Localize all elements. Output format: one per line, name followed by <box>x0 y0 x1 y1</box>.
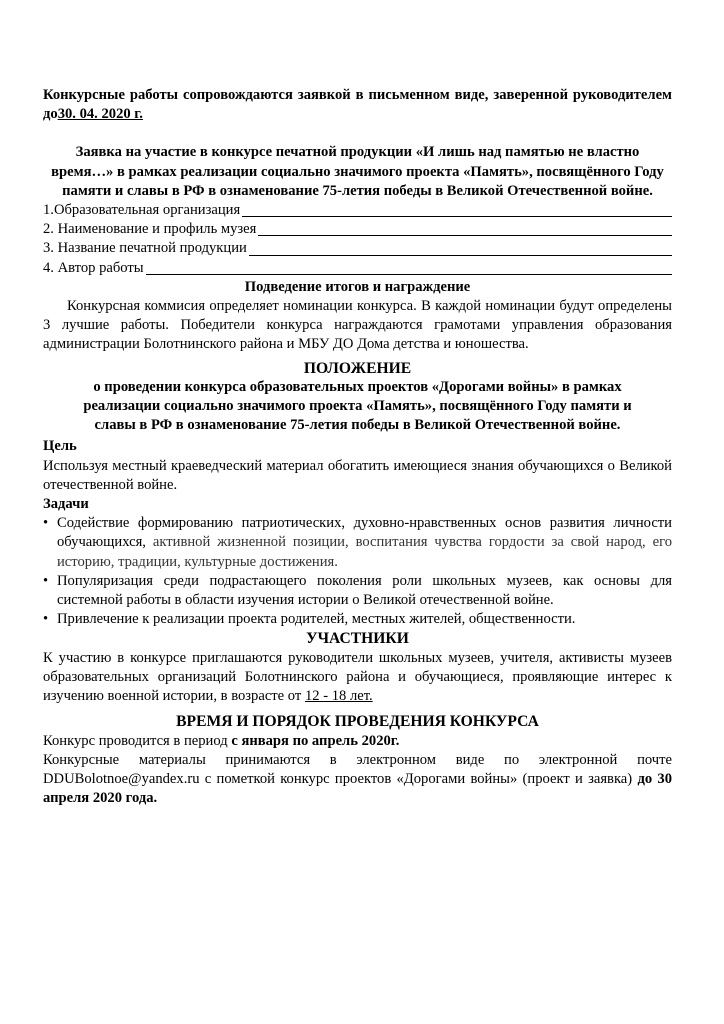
task-item <box>43 610 672 629</box>
intro-text: Конкурсные работы сопровождаются заявкой в письменном виде, заверенной руководителем до <box>43 87 672 123</box>
field-author-label: 4. Автор работы <box>43 259 144 276</box>
task-item-rest: активной жизненной позиции, воспитания чувства гордости за свой народ, его историю, традиции, культурные достижения. <box>57 534 672 570</box>
bullet-dot-icon: • <box>43 572 49 589</box>
schedule-heading: ВРЕМЯ И ПОРЯДОК ПРОВЕДЕНИЯ КОНКУРСА <box>176 713 539 731</box>
field-organization-line[interactable] <box>242 202 672 217</box>
participants-age: 12 - 18 лет. <box>304 688 373 705</box>
tasks-heading: Задачи <box>43 496 89 513</box>
goal-text: Используя местный краеведческий материал обогатить имеющиеся знания обучающихся о Великой отечественной войне. <box>43 457 672 493</box>
task-item <box>43 572 672 610</box>
intro-date: 30. 04. 2020 г. <box>57 106 143 123</box>
regulation-subtitle: о проведении конкурса образовательных проектов «Дорогами войны» в рамках реализации социально значимого проекта «Память», посвящённого Году памяти и славы в РФ в ознаменование 75-летия победы в Великой Отечественной войне. <box>83 378 632 434</box>
field-museum-line[interactable] <box>258 221 672 236</box>
results-text: Конкурсная коммисия определяет номинации конкурса. В каждой номинации будут определены 3 лучшие работы. Победители конкурса награждаются грамотами управления образования администрации Болотнинского района и МБУ ДО Дома детства и юношества. <box>43 298 672 353</box>
bullet-dot-icon: • <box>43 611 49 628</box>
schedule-deadline: до 30 апреля 2020 года. <box>43 770 672 807</box>
intro-paragraph <box>43 86 672 124</box>
participants-heading: УЧАСТНИКИ <box>306 630 409 648</box>
field-museum <box>43 220 672 239</box>
field-author <box>43 259 672 278</box>
schedule-period-value: с января по апрель 2020г. <box>231 732 400 749</box>
task-item <box>43 514 672 572</box>
participants-paragraph <box>43 649 672 707</box>
field-product-label: 3. Название печатной продукции <box>43 240 247 257</box>
field-organization <box>43 201 672 220</box>
results-heading: Подведение итогов и награждение <box>244 278 471 295</box>
schedule-submission <box>43 751 672 809</box>
bullet-dot-icon: • <box>43 515 49 532</box>
schedule-submission-text: Конкурсные материалы принимаются в электронном виде по электронной почте DDUBolotnoe@yandex.ru с пометкой конкурс проектов «Дорогами войны» (проект и заявка) <box>43 751 672 787</box>
task-item-lead: Содействие формированию патриотических, духовно-нравственных основ развития личности обучающихся, <box>57 515 672 551</box>
task-item-lead: Популяризация среди подрастающего поколения роли школьных музеев, как основы для системной работы в области изучения истории о Великой отечественной войне. <box>57 572 672 609</box>
goal-heading: Цель <box>43 438 77 455</box>
schedule-period <box>43 732 672 751</box>
task-item-lead: Привлечение к реализации проекта родителей, местных жителей, общественности. <box>57 611 576 628</box>
field-organization-label: 1.Образовательная организация <box>43 202 241 219</box>
schedule-period-prefix: Конкурс проводится в период <box>43 732 228 749</box>
field-author-line[interactable] <box>146 260 672 275</box>
application-title: Заявка на участие в конкурсе печатной продукции «И лишь над памятью не властно время…» в рамках реализации социально значимого проекта «Память», посвящённого Году памяти и славы в РФ в ознаменование 75-летия победы в Великой Отечественной войне. <box>51 144 664 199</box>
application-fields <box>43 201 672 278</box>
field-product-line[interactable] <box>249 241 672 256</box>
regulation-heading: ПОЛОЖЕНИЕ <box>303 359 412 377</box>
field-museum-label: 2. Наименование и профиль музея <box>43 221 257 238</box>
field-product <box>43 239 672 258</box>
participants-text: К участию в конкурсе приглашаются руководители школьных музеев, учителя, активисты музеев образовательных организаций Болотнинского района и обучающиеся, проявляющие интерес к изучению военной истории, в возрасте от <box>43 649 672 705</box>
